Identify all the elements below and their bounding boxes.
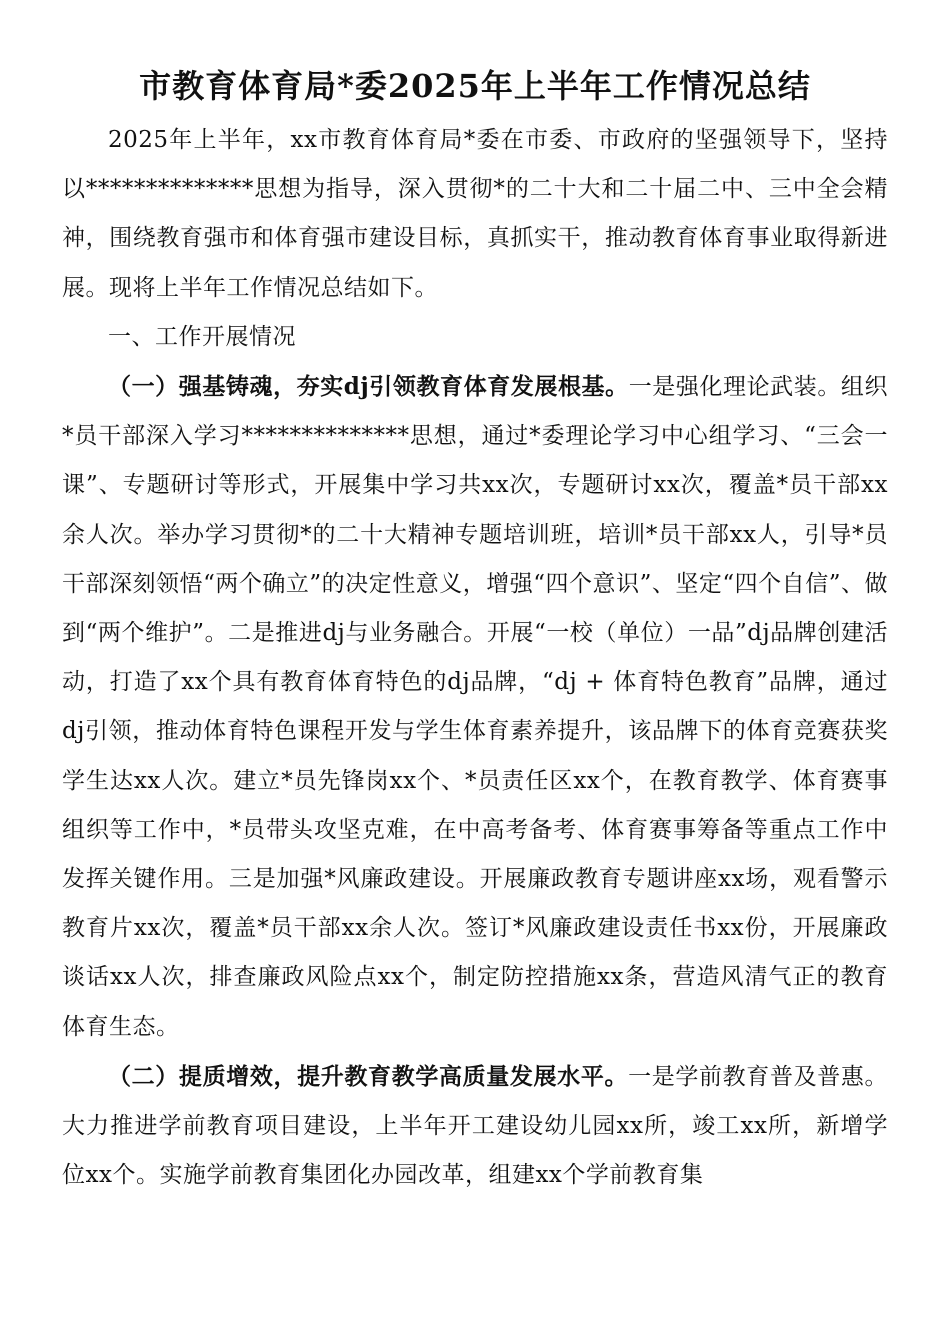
intro-paragraph: 2025年上半年，xx市教育体育局*委在市委、市政府的坚强领导下，坚持以**************思想为指导，深入贯彻*的二十大和二十届二中、三中全会精神，围绕教育强市和体育强市建设目标，真抓实干，推动教育体育事业取得新进展。现将上半年工作情况总结如下。 (62, 127, 888, 301)
section-heading-work-progress: 一、工作开展情况 (108, 323, 296, 350)
subsection-2-paragraph (62, 1052, 888, 1201)
subsection-1-body: 一是强化理论武装。组织*员干部深入学习**************思想，通过*委理论学习中心组学习、“三会一课”、专题研讨等形式，开展集中学习共xx次，专题研讨xx次，覆盖*员干部xx余人次。举办学习贯彻*的二十大精神专题培训班，培训*员干部xx人，引导*员干部深刻领悟“两个确立”的决定性意义，增强“四个意识”、坚定“四个自信”、做到“两个维护”。二是推进dj与业务融合。开展“一校（单位）一品”dj品牌创建活动，打造了xx个具有教育体育特色的dj品牌，“dj + 体育特色教育”品牌，通过dj引领，推动体育特色课程开发与学生体育素养提升，该品牌下的体育竞赛获奖学生达xx人次。建立*员先锋岗xx个、*员责任区xx个，在教育教学、体育赛事组织等工作中，*员带头攻坚克难，在中高考备考、体育赛事筹备等重点工作中发挥关键作用。三是加强*风廉政建设。开展廉政教育专题讲座xx场，观看警示教育片xx次，覆盖*员干部xx余人次。签订*风廉政建设责任书xx份，开展廉政谈话xx人次，排查廉政风险点xx个，制定防控措施xx条，营造风清气正的教育体育生态。 (62, 374, 888, 1040)
subsection-1-lead: （一）强基铸魂，夯实dj引领教育体育发展根基。 (108, 373, 629, 401)
subsection-1-paragraph (62, 362, 888, 1052)
subsection-2-body: 一是学前教育普及普惠。大力推进学前教育项目建设，上半年开工建设幼儿园xx所，竣工xx所，新增学位xx个。实施学前教育集团化办园改革，组建xx个学前教育集 (62, 1063, 888, 1189)
subsection-2-lead: （二）提质增效，提升教育教学高质量发展水平。 (108, 1062, 629, 1090)
document-title: 市教育体育局*委2025年上半年工作情况总结 (139, 67, 811, 105)
